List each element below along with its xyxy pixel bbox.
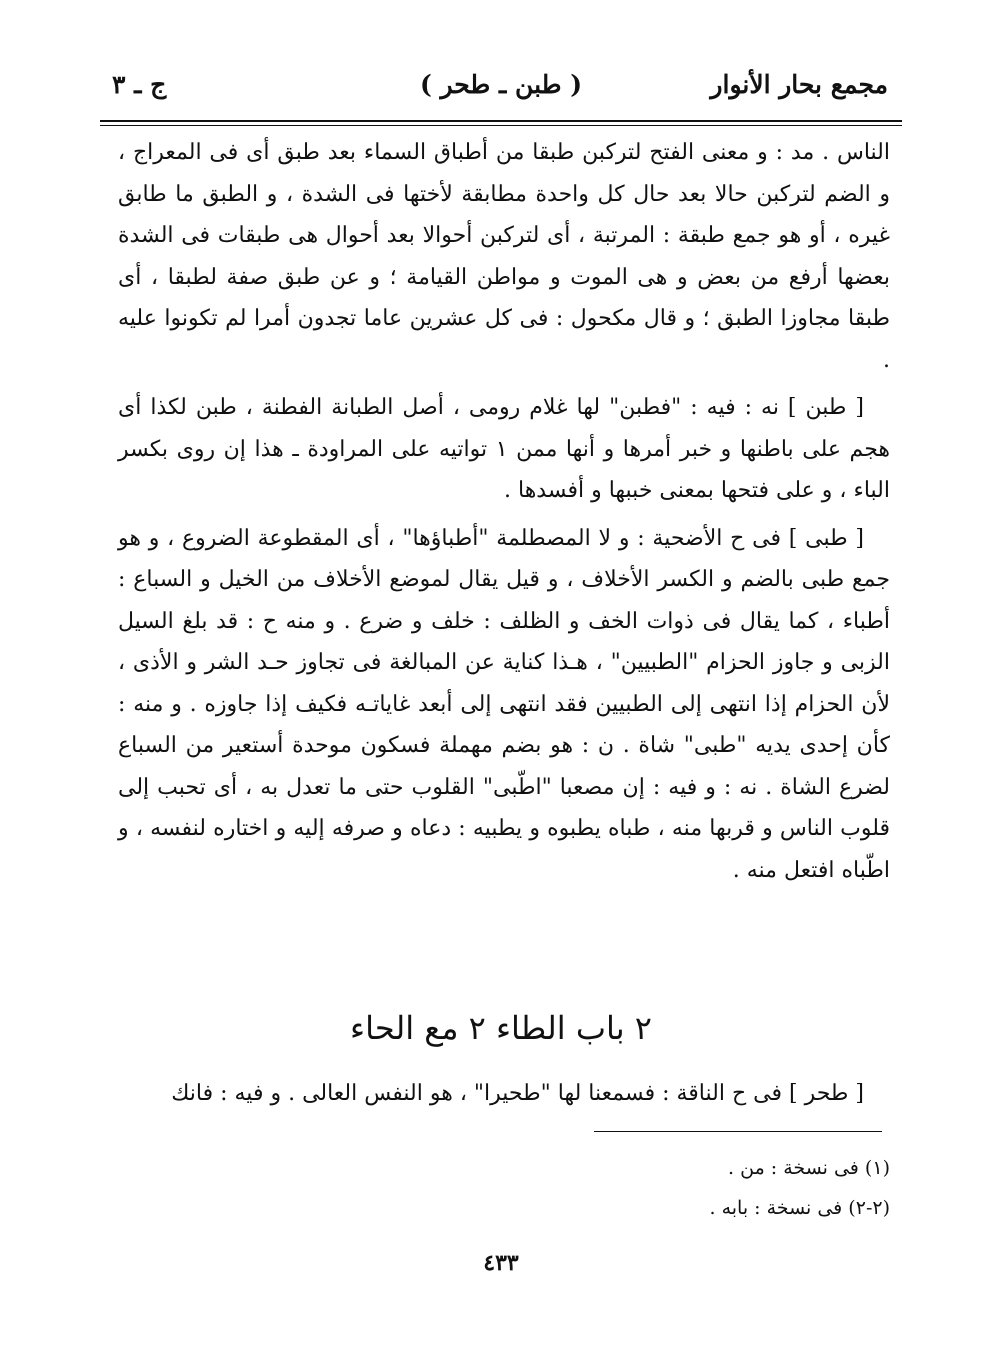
paragraph-tabn: [ طبن ] نه : فيه : "فطبن" لها غلام رومى ، أصل الطبانة الفطنة ، طبن لكذا أى هجم على باطنها و خبر أمرها و أنها ممن ١ تواتيه على المراودة ـ هذا إن روى بكسر الباء ، و على فتحها بمعنى خببها و أفسدها .	[118, 395, 890, 503]
section-heading: ٢ باب الطاء ٢ مع الحاء	[350, 1009, 652, 1047]
footnotes	[118, 1148, 890, 1228]
header-rule-thin	[100, 125, 902, 126]
page-number: ٤٣٣	[483, 1250, 519, 1276]
footnote-1: (١) فى نسخة : من .	[728, 1157, 890, 1179]
running-header	[108, 62, 894, 110]
header-rule-thick	[100, 120, 902, 122]
main-text	[118, 132, 890, 897]
volume-number: ج ـ ٣	[112, 70, 167, 99]
footnote-rule	[594, 1131, 882, 1132]
paragraph-tabi: [ طبى ] فى ح الأضحية : و لا المصطلمة "أطباؤها" ، أى المقطوعة الضروع ، و هو جمع طبى بالضم و الكسر الأخلاف ، و قيل يقال لموضع الأخلاف من الخيل و السباع : أطباء ، كما يقال فى ذوات الخف و الظلف : خلف و ضرع . و منه ح : قد بلغ السيل الزبى و جاوز الحزام "الطبيين" ، هـذا كناية عن المبالغة فى تجاوز حـد الشر و الأذى ، لأن الحزام إذا انتهى إلى الطبيين فقد انتهى إلى أبعد غاياتـه فكيف إذا جاوزه . و منه : كأن إحدى يديه "طبى" شاة . ن : هو بضم مهملة فسكون موحدة أستعير من السباع لضرع الشاة . نه : و فيه : إن مصعبا "اطّبى" القلوب حتى ما تعدل به ، أى تحبب إلى قلوب الناس و قربها منه ، طباه يطبوه و يطبيه : دعاه و صرفه إليه و اختاره لنفسه ، و اطّباه افتعل منه .	[118, 525, 890, 883]
entry-range: ( طبن ـ طحر )	[419, 70, 583, 99]
paragraph-tabaq: الناس . مد : و معنى الفتح لتركبن طبقا من أطباق السماء بعد طبق أى فى المعراج ، و الضم لتركبن حالا بعد حال كل واحدة مطابقة لأختها فى الشدة ، و الطبق ما طابق غيره ، أو هو جمع طبقة : المرتبة ، أى لتركبن أحوالا بعد أحوال هى طبقات فى الشدة بعضها أرفع من بعض و هى الموت و مواطن القيامة ؛ و عن طبق صفة لطبقا ، أى طبقا مجاوزا الطبق ؛ و قال مكحول : فى كل عشرين عاما تجدون أمرا لم تكونوا عليه .	[118, 140, 890, 373]
paragraph-tahar: [ طحر ] فى ح الناقة : فسمعنا لها "طحيرا" ، هو النفس العالى . و فيه : فانك	[171, 1081, 864, 1106]
book-title: مجمع بحار الأنوار	[710, 70, 888, 99]
footnote-2: (٢-٢) فى نسخة : بابه .	[709, 1197, 890, 1219]
